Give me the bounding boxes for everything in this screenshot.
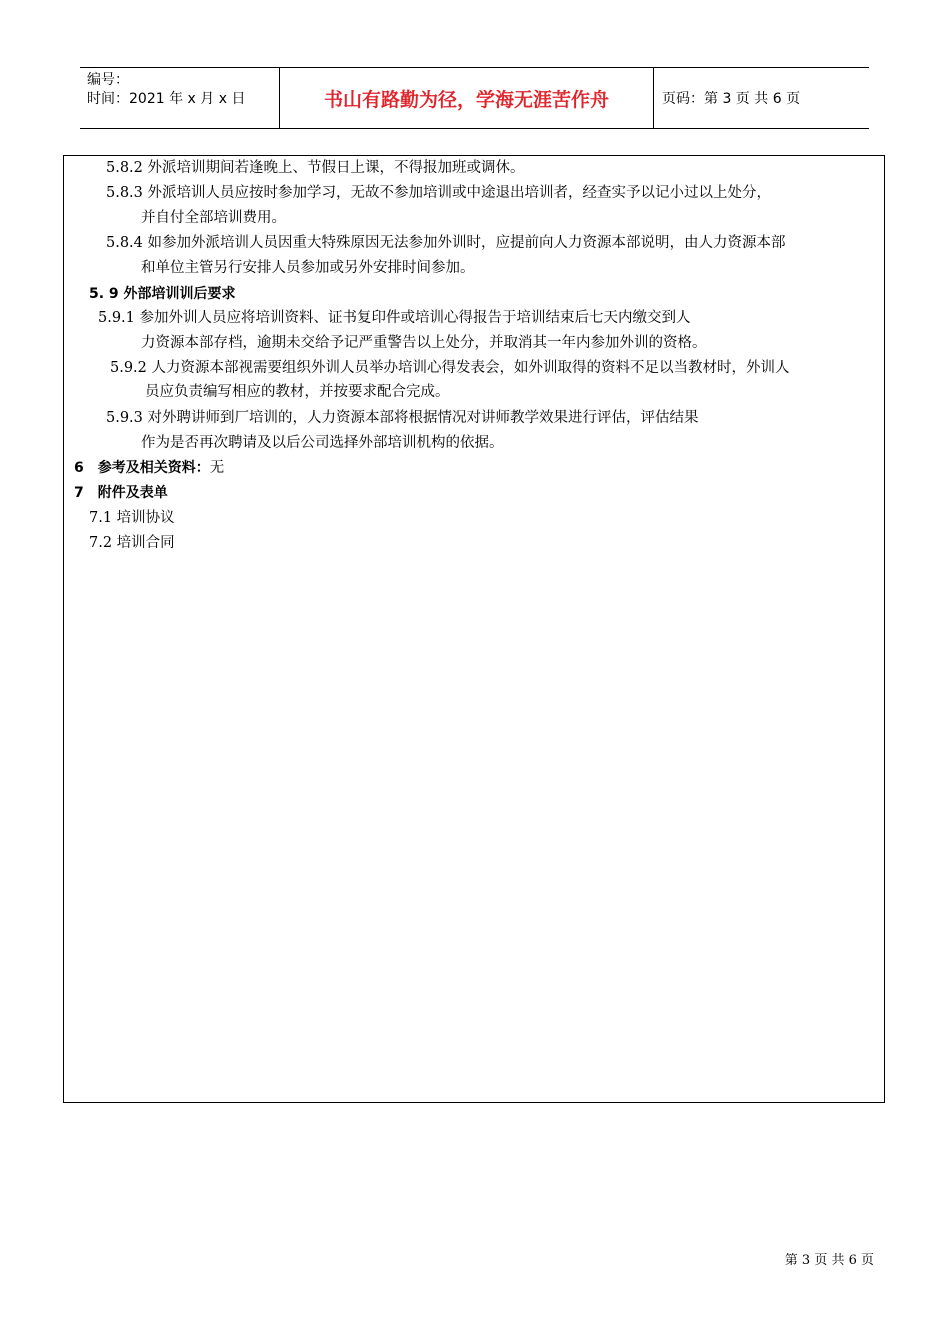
doc-date: 时间：2021 年 x 月 x 日 bbox=[87, 91, 246, 107]
page-header bbox=[80, 67, 869, 129]
para-5-8-4: 5.8.4 如参加外派培训人员因重大特殊原因无法参加外训时，应提前向人力资源本部说明，由人力资源本部 bbox=[106, 235, 786, 251]
para-5-9-2: 5.9.2 人力资源本部视需要组织外训人员举办培训心得发表会，如外训取得的资料不足以当教材时，外训人 bbox=[110, 360, 790, 376]
header-page-info: 页码：第 3 页 共 6 页 bbox=[662, 91, 801, 107]
section-6-value: 无 bbox=[209, 460, 225, 476]
section-6 bbox=[74, 458, 224, 478]
para-5-9-1-cont: 力资源本部存档，逾期未交给予记严重警告以上处分，并取消其一年内参加外训的资格。 bbox=[141, 335, 707, 351]
para-5-9-3: 5.9.3 对外聘讲师到厂培训的，人力资源本部将根据情况对讲师教学效果进行评估，评估结果 bbox=[106, 410, 699, 426]
para-5-9-3-cont: 作为是否再次聘请及以后公司选择外部培训机构的依据。 bbox=[141, 435, 504, 451]
para-5-8-3-cont: 并自付全部培训费用。 bbox=[141, 210, 286, 226]
footer-page-info: 第 3 页 共 6 页 bbox=[784, 1253, 874, 1268]
para-5-8-3: 5.8.3 外派培训人员应按时参加学习，无故不参加培训或中途退出培训者，经查实予以记小过以上处分， bbox=[106, 185, 771, 201]
section-7-heading: 7 附件及表单 bbox=[74, 485, 168, 501]
section-5-9-heading: 5. 9 外部培训训后要求 bbox=[89, 286, 236, 302]
para-5-9-1: 5.9.1 参加外训人员应将培训资料、证书复印件或培训心得报告于培训结束后七天内缴交到人 bbox=[98, 310, 691, 326]
attachment-7-1: 7.1 培训协议 bbox=[89, 510, 175, 526]
para-5-8-4-cont: 和单位主管另行安排人员参加或另外安排时间参加。 bbox=[141, 260, 475, 276]
section-6-heading: 6 参考及相关资料： bbox=[74, 460, 210, 476]
attachment-7-2: 7.2 培训合同 bbox=[89, 535, 175, 551]
doc-number-label: 编号： bbox=[87, 72, 129, 88]
para-5-9-2-cont: 员应负责编写相应的教材，并按要求配合完成。 bbox=[145, 384, 450, 400]
para-5-8-2: 5.8.2 外派培训期间若逢晚上、节假日上课，不得报加班或调休。 bbox=[106, 160, 525, 176]
header-meta bbox=[80, 68, 280, 128]
header-motto: 书山有路勤为径，学海无涯苦作舟 bbox=[280, 68, 654, 128]
